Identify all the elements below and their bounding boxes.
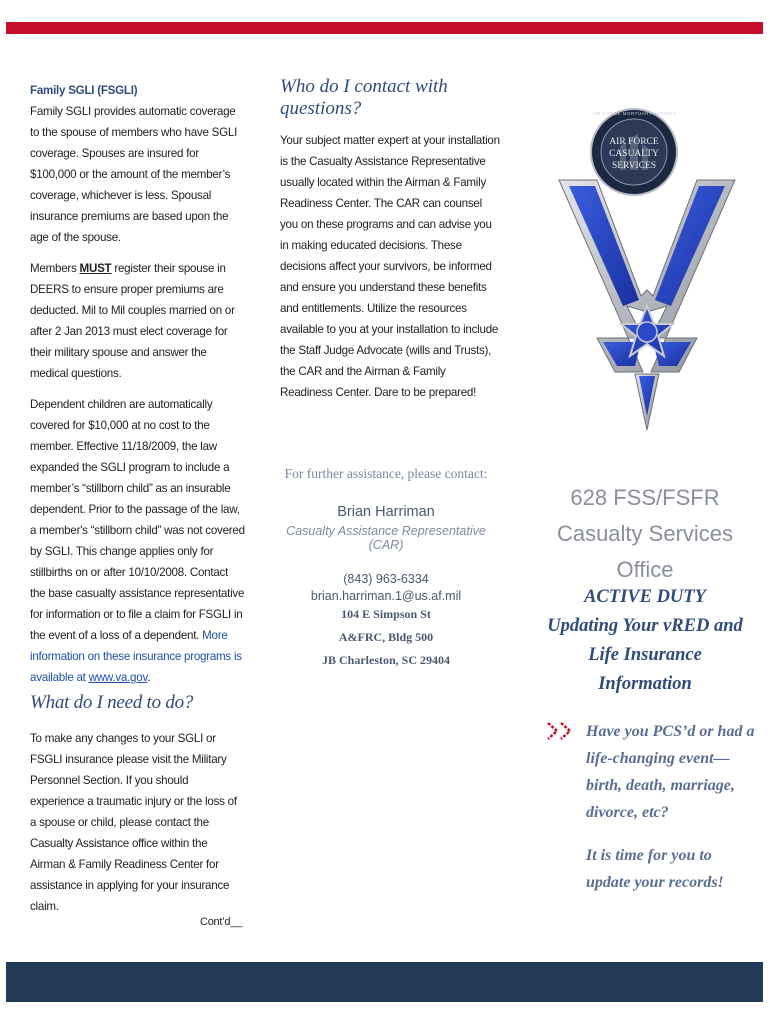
pcs-question: Have you PCS’d or had a life-changing event—birth, death, marriage, divorce, etc? (586, 723, 755, 821)
bottom-accent-bar (6, 962, 763, 1002)
contact-role: Casualty Assistance Representative (CAR) (286, 524, 486, 552)
contact-phone[interactable]: (843) 963-6334 (343, 572, 429, 586)
casualty-services-seal-icon (590, 108, 678, 196)
contact-name: Brian Harriman (337, 504, 435, 520)
double-chevron-icon (547, 721, 581, 741)
seal-ring-text: AIR FORCE MORTUARY AFFAIRS (591, 111, 676, 116)
active-duty-line-3: Life Insurance Information (588, 645, 702, 694)
contact-questions-heading: Who do I contact with questions? (280, 76, 448, 119)
office-name: Casualty Services Office (556, 521, 734, 582)
column-left (30, 80, 245, 928)
must-emphasis: MUST (79, 262, 112, 275)
contact-address-line-3: JB Charleston, SC 29404 (321, 653, 450, 667)
va-gov-link[interactable]: www.va.gov (88, 671, 148, 684)
update-records-text: It is time for you to update your records! (586, 847, 724, 891)
fsgli-paragraph-3: Dependent children are automatically covered for $10,000 at no cost to the member. Effective 11/18/2009, the law expanded the SGLI program to include a member’s “stillborn child” as an insurable dependent. Prior to the passage of the law, a member's “stillborn child” was not covered by SGLI. This change applies only for stillbirths on or after 10/10/2008. Contact the base casualty assistance representative for information or to file a claim for FSGLI in the event of a loss of a dependent. More information on these insurance programs is available at www.va.gov. (30, 398, 245, 684)
fsgli-section-title: Family SGLI (FSGLI) (30, 84, 138, 97)
top-accent-bar (6, 22, 763, 34)
contact-block (276, 466, 496, 675)
seal-line-1: AIR FORCE (609, 137, 659, 147)
office-code: 628 FSS/FSFR (570, 485, 720, 510)
pcs-callout (586, 718, 756, 912)
office-title (545, 480, 745, 588)
contact-questions-text: Your subject matter expert at your installation is the Casualty Assistance Representative usually located within the Airman & Family Readiness Center. The CAR can counsel you on these programs and can advise you in making educated decisions. These decisions affect your survivors, be informed and ensure you understand these benefits and entitlements. Utilize the resources available to you at your installation to include the Staff Judge Advocate (wills and Trusts), the CAR and the Airman & Family Readiness Center. Dare to be prepared! (280, 134, 500, 399)
what-to-do-heading: What do I need to do? (30, 692, 194, 713)
more-info-link-text[interactable]: More information on these insurance programs is available at (30, 629, 242, 684)
what-to-do-text: To make any changes to your SGLI or FSGLI insurance please visit the Military Personnel Section. If you should experience a traumatic injury or the loss of a spouse or child, please contact the Casualty Assistance office within the Airman & Family Readiness Center for assistance in applying for your insurance claim. (30, 732, 237, 913)
continued-label: Cont’d__ (200, 916, 243, 928)
fsgli-paragraph-1: Family SGLI provides automatic coverage to the spouse of members who have SGLI coverage. Spouses are insured for $100,000 or the amount of the member’s coverage, whichever is less. Spousal insurance premiums are based upon the age of the spouse. (30, 105, 238, 244)
seal-line-3: SERVICES (611, 161, 657, 171)
active-duty-line-1: ACTIVE DUTY (584, 587, 706, 607)
column-middle (280, 76, 500, 403)
contact-email[interactable]: brian.harriman.1@us.af.mil (310, 589, 462, 603)
active-duty-line-2: Updating Your vRED and (547, 616, 743, 636)
further-assistance-heading: For further assistance, please contact: (284, 466, 488, 481)
seal-line-2: CASUALTY (609, 149, 659, 159)
active-duty-title (540, 583, 750, 699)
contact-address-line-2: A&FRC, Bldg 500 (338, 630, 434, 644)
contact-address-line-1: 104 E Simpson St (341, 607, 431, 621)
fsgli-paragraph-2: Members MUST register their spouse in DEERS to ensure proper premiums are deducted. Mil to Mil couples married on or after 2 Jan 2013 must elect coverage for their military spouse and answer the medical questions. (30, 262, 235, 380)
